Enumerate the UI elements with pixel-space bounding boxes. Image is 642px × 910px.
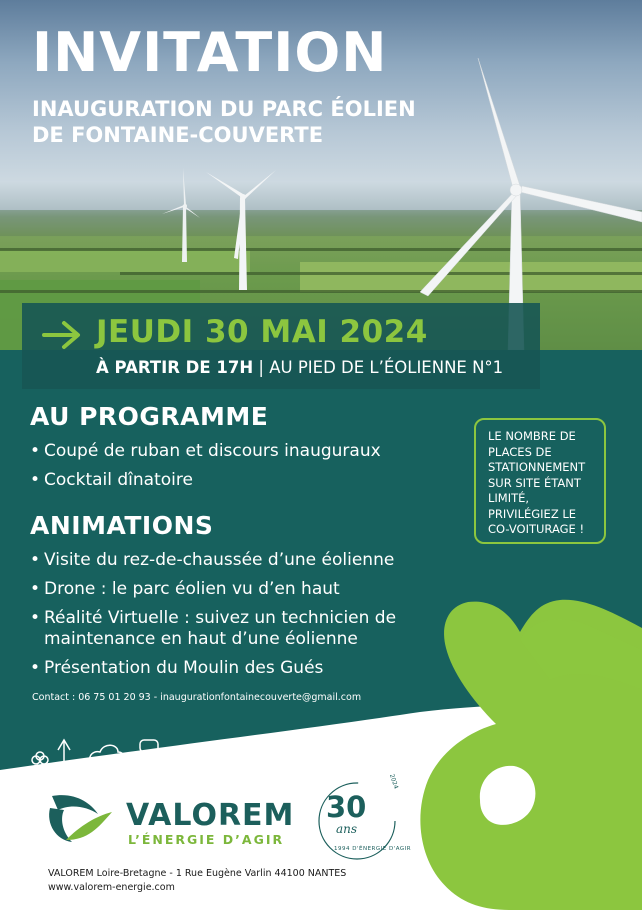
parking-note-line: STATIONNEMENT [488, 460, 586, 474]
subtitle-line-1: INAUGURATION DU PARC ÉOLIEN [32, 97, 416, 121]
programme-item: • Coupé de ruban et discours inauguraux [30, 441, 381, 462]
brand-name: VALOREM [126, 798, 295, 833]
company-address: VALOREM Loire-Bretagne - 1 Rue Eugène Varlin 44100 NANTES [48, 868, 347, 879]
animation-item: • Réalité Virtuelle : suivez un technicien de maintenance en haut d’une éolienne [30, 608, 450, 650]
anniversary-year: 2024 [387, 773, 400, 790]
contact-line: Contact : 06 75 01 20 93 - inaugurationfontainecouverte@gmail.com [32, 692, 362, 703]
parking-note-line: PRIVILÉGIEZ LE [488, 506, 577, 521]
anniversary-number: 30 [326, 790, 367, 824]
company-website[interactable]: www.valorem-energie.com [48, 882, 175, 893]
parking-note-line: SUR SITE ÉTANT [488, 475, 581, 490]
subtitle-line-2: DE FONTAINE-COUVERTE [32, 123, 324, 147]
parking-note-line: PLACES DE [488, 444, 552, 459]
invitation-title: INVITATION [32, 21, 388, 84]
parking-note-line: CO-VOITURAGE ! [488, 522, 585, 536]
programme-item: • Cocktail dînatoire [30, 470, 381, 491]
anniversary-ring-text: 1994 D'ÉNERGIE D'AGIR [334, 846, 412, 852]
animation-item: • Présentation du Moulin des Gués [30, 658, 450, 679]
event-time: À PARTIR DE 17H [96, 358, 254, 377]
parking-note-line: LIMITÉ, [488, 491, 530, 505]
animations-heading: ANIMATIONS [30, 511, 214, 540]
footer-address [48, 867, 346, 895]
parking-note-line: LE NOMBRE DE [488, 429, 576, 443]
programme-heading: AU PROGRAMME [30, 402, 269, 431]
animation-item: • Visite du rez-de-chaussée d’une éolienne [30, 550, 450, 571]
animation-item: • Drone : le parc éolien vu d’en haut [30, 579, 450, 600]
anniversary-word: ans [336, 822, 358, 836]
valorem-logo-icon [46, 788, 114, 844]
event-place: AU PIED DE L’ÉOLIENNE N°1 [269, 358, 504, 377]
event-date: JEUDI 30 MAI 2024 [96, 314, 428, 350]
event-separator: | [258, 358, 264, 377]
brand-tagline: L’ÉNERGIE D’AGIR [128, 832, 285, 847]
